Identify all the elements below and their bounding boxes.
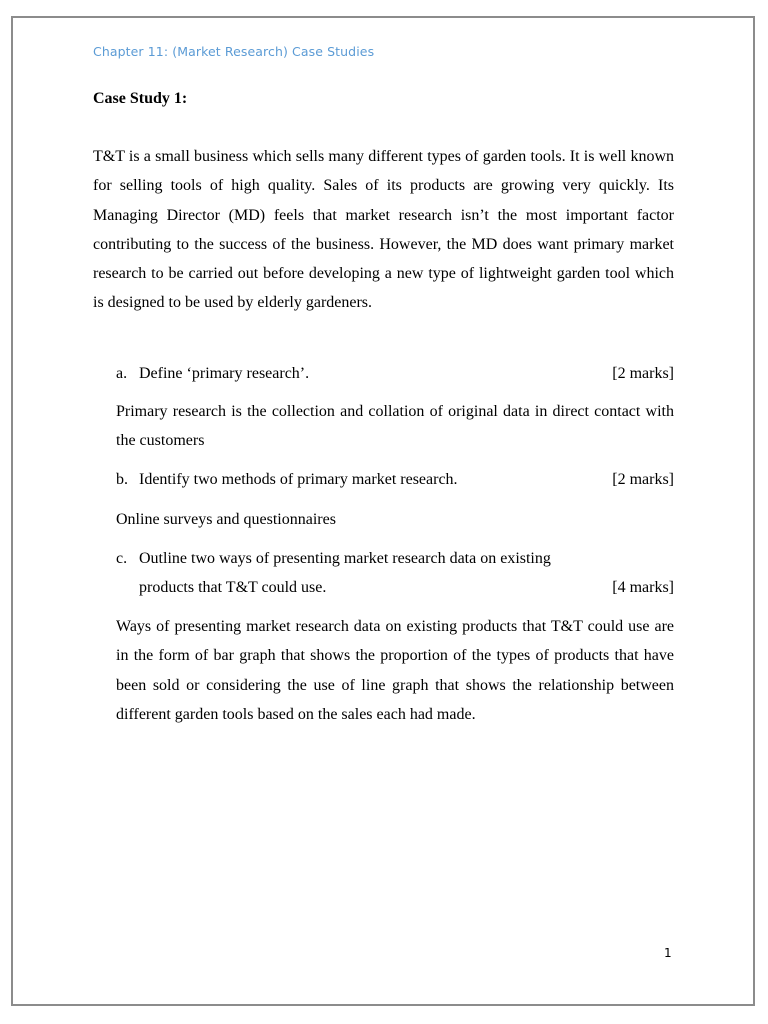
question-c [116, 544, 674, 602]
question-text: Outline two ways of presenting market research data on existing products that T&T could use. [139, 550, 551, 596]
case-study-title: Case Study 1: [93, 90, 188, 107]
page-number: 1 [664, 946, 672, 960]
question-marks: [4 marks] [612, 579, 674, 596]
question-marks: [2 marks] [612, 365, 674, 382]
answer-c: Ways of presenting market research data on existing products that T&T could use are in the form of bar graph that shows the proportion of the types of products that have been sold or considering the use of line graph that shows the relationship between different garden tools based on the sales each had made. [116, 618, 674, 723]
running-header: Chapter 11: (Market Research) Case Studies [93, 44, 375, 59]
question-text: Define ‘primary research’. [139, 365, 310, 382]
question-text: Identify two methods of primary market research. [139, 471, 458, 488]
question-letter: b. [116, 471, 128, 488]
question-marks: [2 marks] [612, 471, 674, 488]
question-a [116, 359, 674, 388]
intro-paragraph: T&T is a small business which sells many different types of garden tools. It is well known for selling tools of high quality. Sales of its products are growing very quickly. Its Managing Director (MD) feels that market research isn’t the most important factor contributing to the success of the business. However, the MD does want primary market research to be carried out before developing a new type of lightweight garden tool which is designed to be used by elderly gardeners. [93, 148, 674, 312]
question-letter: a. [116, 365, 128, 382]
answer-b: Online surveys and questionnaires [116, 511, 336, 528]
question-b [116, 465, 674, 494]
answer-a: Primary research is the collection and collation of original data in direct contact with the customers [116, 403, 674, 450]
question-letter: c. [116, 550, 128, 567]
